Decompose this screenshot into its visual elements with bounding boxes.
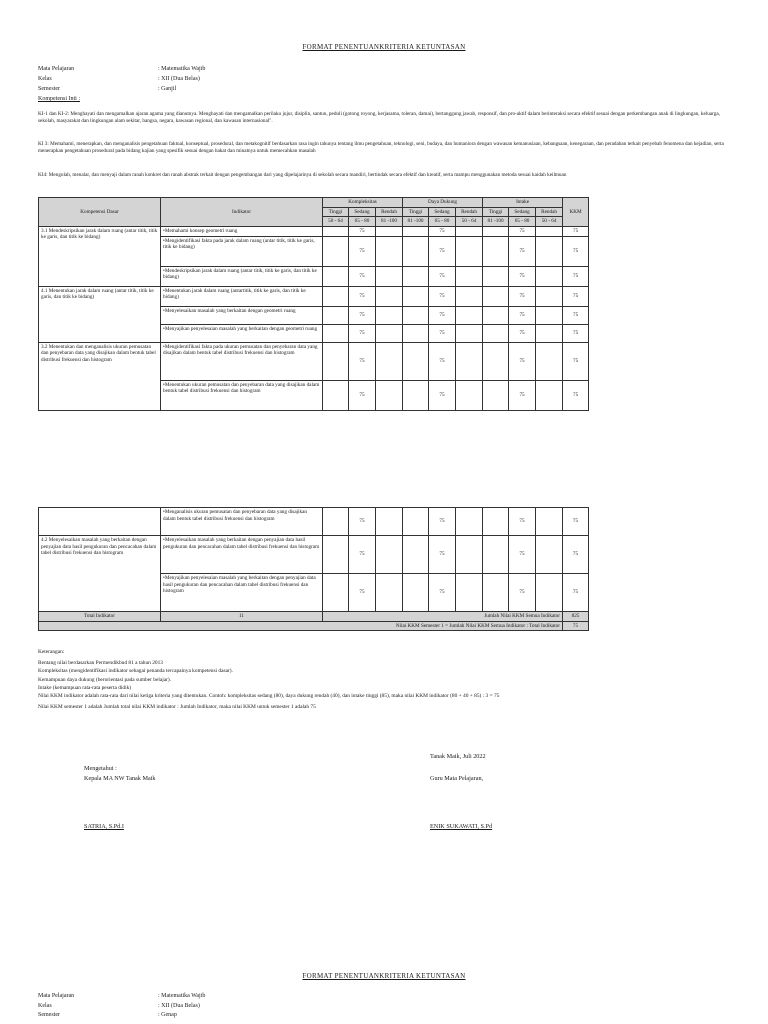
indikator-cell: • Menyelesaikan masalah yang berkaitan dengan penyajian data hasil pengukuran dan pencacahan dalam tabel distribusi frekuensi dan histogram	[161, 536, 323, 574]
meta-kelas: Kelas : XII (Dua Belas)	[38, 1002, 200, 1009]
guru-name: ENIK SUKAWATI, S.Pd	[430, 823, 493, 830]
page-title: FORMAT PENENTUANKRITERIA KETUNTASAN	[302, 43, 466, 51]
ki-1-2-paragraph: KI-1 dan KI-2: Menghayati dan mengamalkan ajaran agama yang dianutnya. Menghayati dan mengamalkan perilaku jujur, disiplin, santun, peduli (gotong royong, kerjasama, toleran, damai), bertanggung jawab, responsif, dan pro-aktif dalam berinteraksi secara efektif sesuai dengan perkembangan anak di lingkungan, keluarga, sekolah, masyarakat dan lingkungan alam sekitar, bangsa, negara, kawasan regional, dan kawasan internasional".	[38, 111, 720, 124]
total-indikator-row: Total Indikator 11 Jumlah Nilai KKM Semua Indikator 825	[39, 612, 589, 622]
indikator-cell: • Memahami konsep geometri ruang	[161, 226, 323, 236]
meta-semester: Semester : Ganjil	[38, 86, 177, 92]
keterangan-notes: Keterangan: Rentang nilai berdasarkan Permendikbud 81 a tahun 2013 Kompleksitas (mengidentifikasi indikator sebagai penanda tercapainya kompetensi dasar). Kemampuan daya dukung (berorientasi pada sumber belajar). Intake (kemampuan rata-rata peserta didik) Nilai KKM indikator adalah rata-rata dari nilai ketiga kriteria yang ditentukan. Contoh: kompleksitas sedang (80), daya dukung rendah (40), dan intake tinggi (85), maka nilai KKM indikator (80 + 40 + 85) : 3 = 75 Nilai KKM semester 1 adalah Jumlah total nilai KKM indikator : Jumlah Indikator, maka nilai KKM untuk semester 1 adalah 75	[38, 649, 500, 711]
indikator-cell: • Mengidentifikasi fakta pada jarak dalam ruang (antar titik, titik ke garis, titik ke bidang)	[161, 236, 323, 266]
kepala-title: Kepala MA NW Tanak Maik	[84, 775, 156, 782]
col-kkm: KKM	[563, 198, 589, 227]
table-level-row: Tinggi Sedang Rendah Tinggi Sedang Rendah Tinggi Sedang Rendah	[39, 207, 589, 217]
kd-cell	[39, 508, 161, 536]
table-row: • Menyajikan penyelesaian masalah yang berkaitan dengan penyajian data hasil pengukuran dan pencacahan dalam tabel distribusi frekuensi dan histogram 75 75 75 75	[39, 574, 589, 612]
table-row: • Mendeskripsikan jarak dalam ruang (antar titik, titik ke garis, dan titik ke bidang) 75 75 75 75	[39, 266, 589, 286]
indikator-cell: • Mengidentifikasi fakta pada ukuran pemusatan dan penyebaran data yang disajikan dalam bentuk tabel distribusi frekuensi dan histogram	[161, 342, 323, 380]
col-indikator: Indikator	[161, 198, 323, 227]
ki-4-paragraph: KI4: Mengolah, menalar, dan menyaji dalam ranah konkret dan ranah abstrak terkait dengan pengembangan dari yang dipelajarinya di sekolah secara mandiri, bertindak secara efektif dan kreatif, serta mampu menggunakan metoda sesuai kaidah keilmuan	[38, 172, 567, 178]
mengetahui-label: Mengetahui :	[84, 765, 117, 772]
meta-kelas: Kelas : XII (Dua Belas)	[38, 76, 200, 82]
col-kd: Kompetensi Dasar	[39, 198, 161, 227]
indikator-cell: • Mendeskripsikan jarak dalam ruang (antar titik, titik ke garis, dan titik ke bidang)	[161, 266, 323, 286]
col-daya-dukung: Daya Dukung	[403, 198, 483, 208]
kd-cell: 3.2 Menentukan dan menganalisis ukuran pemusatan dan penyebaran data yang disajikan dalam bentuk tabel distribusi frekuensi dan histogram	[39, 342, 161, 410]
table-header-row	[39, 198, 589, 208]
kd-cell: 4.1 Menentukan jarak dalam ruang (antar titik, titik ke garis, dan titik ke bidang)	[39, 286, 161, 342]
page2-meta	[38, 992, 205, 1021]
table-row: • Mengidentifikasi fakta pada jarak dalam ruang (antar titik, titik ke garis, titik ke bidang) 75 75 75 75	[39, 236, 589, 266]
indikator-cell: • Menganalisis ukuran pemusatan dan penyebaran data yang disajikan dalam bentuk tabel distribusi frekuensi dan histogram	[161, 508, 323, 536]
table-range-row: 50 - 64 65 - 80 81 -100 81 -100 65 - 80 50 - 64 81 -100 65 - 80 50 - 64	[39, 217, 589, 227]
page2-title: FORMAT PENENTUANKRITERIA KETUNTASAN	[302, 972, 466, 980]
indikator-cell: • Menentukan ukuran pemusatan dan penyebaran data yang disajikan dalam bentuk tabel distribusi frekuensi dan histogram	[161, 380, 323, 410]
table-row: • Menganalisis ukuran pemusatan dan penyebaran data yang disajikan dalam bentuk tabel distribusi frekuensi dan histogram 75 75 75 75	[39, 508, 589, 536]
indikator-cell: • Menyajikan penyelesaian masalah yang berkaitan dengan penyajian data hasil pengukuran dan pencacahan dalam tabel distribusi frekuensi dan histogram	[161, 574, 323, 612]
meta-mapel: Mata Pelajaran : Matematika Wajib	[38, 66, 206, 72]
meta-semester: Semester : Genap	[38, 1012, 177, 1018]
kkm-table	[38, 197, 589, 411]
indikator-cell: • Menentukan jarak dalam ruang (antartitik, titik ke garis, dan titik ke bidang)	[161, 286, 323, 306]
place-date: Tanak Maik, Juli 2022	[430, 753, 486, 760]
kkm-table-continued	[38, 507, 589, 631]
guru-title: Guru Mata Pelajaran,	[430, 775, 484, 782]
table-row: 4.1 Menentukan jarak dalam ruang (antar titik, titik ke garis, dan titik ke bidang) • Menentukan jarak dalam ruang (antartitik, titik ke garis, dan titik ke bidang) 75 75 75 75	[39, 286, 589, 306]
table-row: • Menentukan ukuran pemusatan dan penyebaran data yang disajikan dalam bentuk tabel distribusi frekuensi dan histogram 75 75 75 75	[39, 380, 589, 410]
table-row: • Menyajikan penyelesaian masalah yang berkaitan dengan geometri ruang 75 75 75 75	[39, 324, 589, 342]
col-intake: Intake	[483, 198, 563, 208]
ki-3-paragraph: KI 3: Memahami, menerapkan, dan menganalisis pengetahuan faktual, konseptual, prosedural, dan metakognitif berdasarkan rasa ingin tahunya tentang ilmu pengetahuan, teknologi, seni, budaya, dan humaniora dengan wawasan kemanusiaan, kebangsaan, kenegaraan, dan peradaban terkait penyebab fenomena dan kejadian, serta menerapkan pengetahuan prosedural pada bidang kajian yang spesifik sesuai dengan bakat dan minatnya untuk memecahkan masalah	[38, 141, 724, 154]
table-row: • Menyelesaikan masalah yang berkaitan dengan geometri ruang 75 75 75 75	[39, 306, 589, 324]
indikator-cell: • Menyelesaikan masalah yang berkaitan dengan geometri ruang	[161, 306, 323, 324]
document-meta	[38, 64, 205, 104]
meta-mapel: Mata Pelajaran : Matematika Wajib	[38, 993, 206, 999]
table-row: 3.1 Mendeskripsikan jarak dalam ruang (antar titik, titik ke garis, dan titik ke bidang) • Memahami konsep geometri ruang 75 75 75 75	[39, 226, 589, 236]
kd-cell: 4.2 Menyelesaikan masalah yang berkaitan dengan penyajian data hasil pengukuran dan pencacahan dalam tabel distribusi frekuensi dan histogram	[39, 536, 161, 612]
indikator-cell: • Menyajikan penyelesaian masalah yang berkaitan dengan geometri ruang	[161, 324, 323, 342]
kepala-name: SATRIA, S.Pd.I	[84, 823, 124, 830]
table-row: 4.2 Menyelesaikan masalah yang berkaitan dengan penyajian data hasil pengukuran dan pencacahan dalam tabel distribusi frekuensi dan histogram • Menyelesaikan masalah yang berkaitan dengan penyajian data hasil pengukuran dan pencacahan dalam tabel distribusi frekuensi dan histogram 75 75 75 75	[39, 536, 589, 574]
table-row: 3.2 Menentukan dan menganalisis ukuran pemusatan dan penyebaran data yang disajikan dalam bentuk tabel distribusi frekuensi dan histogram • Mengidentifikasi fakta pada ukuran pemusatan dan penyebaran data yang disajikan dalam bentuk tabel distribusi frekuensi dan histogram 75 75 75 75	[39, 342, 589, 380]
kd-cell: 3.1 Mendeskripsikan jarak dalam ruang (antar titik, titik ke garis, dan titik ke bidang)	[39, 226, 161, 286]
kompetensi-inti-label: Kompetensi Inti :	[38, 96, 80, 102]
nilai-kkm-row: Nilai KKM Semester 1 = Jumlah Nilai KKM Semua Indikator : Total Indikator 75	[39, 621, 589, 631]
col-kompleksitas: Kompleksitas	[323, 198, 403, 208]
